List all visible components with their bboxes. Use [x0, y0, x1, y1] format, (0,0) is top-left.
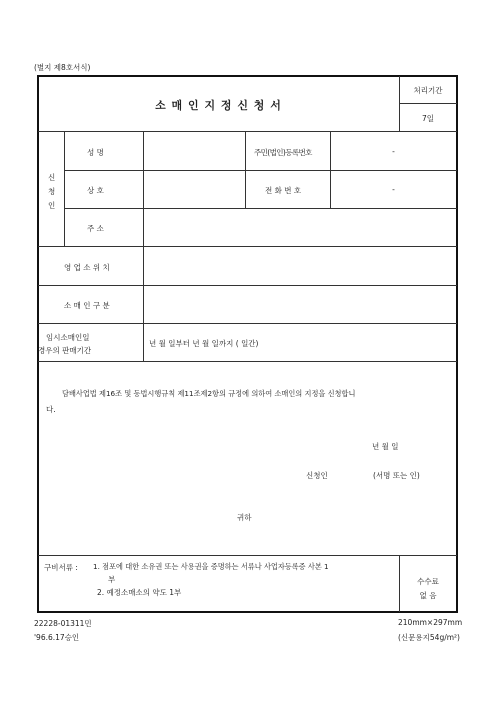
fee-label: 수수료 [417, 577, 439, 586]
row-line-1 [38, 131, 457, 132]
registration-number-field[interactable]: - [392, 147, 395, 156]
form-number-label: (별지 제8호서식) [34, 63, 91, 72]
business-location-field[interactable] [144, 247, 456, 284]
trade-name-field[interactable] [144, 171, 244, 207]
row-line-8 [38, 555, 457, 556]
business-location-label: 영 업 소 위 치 [64, 263, 110, 272]
application-date[interactable]: 년 월 일 [372, 442, 399, 451]
sales-period-field[interactable]: 년 월 일부터 년 월 일까지 ( 일간) [149, 339, 259, 348]
processing-divider [399, 103, 457, 104]
retailer-type-label: 소 매 인 구 분 [64, 301, 110, 310]
required-document-1-line2: 부 [108, 575, 116, 584]
paper-size: 210mm×297mm [398, 618, 463, 627]
approval-date: '96.6.17승인 [34, 633, 80, 642]
phone-field[interactable]: - [392, 185, 395, 194]
address-field[interactable] [144, 209, 456, 245]
name-label: 성 명 [87, 148, 104, 157]
addressee-label: 귀하 [237, 513, 252, 522]
frame-right-border [456, 75, 458, 613]
required-document-1-line1: 1. 점포에 대한 소유권 또는 사용권을 증명하는 서류나 사업자등록증 사본 1 [93, 562, 329, 571]
value-column-divider [245, 131, 246, 208]
temporary-label-line1: 임시소매인일 [46, 333, 90, 342]
paper-type: (신문용지54g/m²) [398, 633, 460, 642]
phone-label: 전 화 번 호 [265, 186, 302, 195]
signature-or-seal-label: (서명 또는 인) [373, 471, 420, 480]
fee-value: 없 음 [419, 591, 437, 600]
required-documents-label: 구비서류 : [44, 563, 78, 572]
applicant-group-divider [64, 131, 65, 246]
row-line-7 [38, 361, 457, 362]
form-code: 22228-01311민 [34, 619, 92, 628]
registration-number-label: 주민(법인)등록번호 [254, 148, 312, 157]
application-statement-line1: 담배사업법 제16조 및 동법시행규칙 제11조제2항의 규정에 의하여 소매인의 지정을 신청합니 [62, 389, 356, 398]
applicant-group-char-1: 신 [48, 173, 56, 182]
frame-left-border [37, 75, 39, 613]
form-title: 소 매 인 지 정 신 청 서 [155, 99, 282, 112]
required-document-2: 2. 예정소매소의 약도 1부 [97, 588, 182, 597]
processing-period-value: 7일 [421, 114, 435, 123]
address-label: 주 소 [87, 224, 104, 233]
frame-bottom-border [37, 611, 458, 613]
row-line-2 [64, 170, 457, 171]
processing-period-label: 처리기간 [413, 86, 443, 95]
applicant-group-char-3: 인 [48, 201, 56, 210]
name-field[interactable] [144, 132, 244, 169]
temporary-label-line2: 경우의 판매기간 [38, 346, 92, 355]
applicant-signature-label: 신청인 [306, 471, 328, 480]
trade-name-label: 상 호 [87, 186, 104, 195]
frame-top-border [37, 75, 458, 77]
applicant-group-char-2: 청 [48, 187, 56, 196]
second-label-divider [330, 131, 331, 208]
application-statement-line2: 다. [46, 405, 56, 414]
row-line-6 [38, 323, 457, 324]
retailer-type-field[interactable] [144, 286, 456, 322]
